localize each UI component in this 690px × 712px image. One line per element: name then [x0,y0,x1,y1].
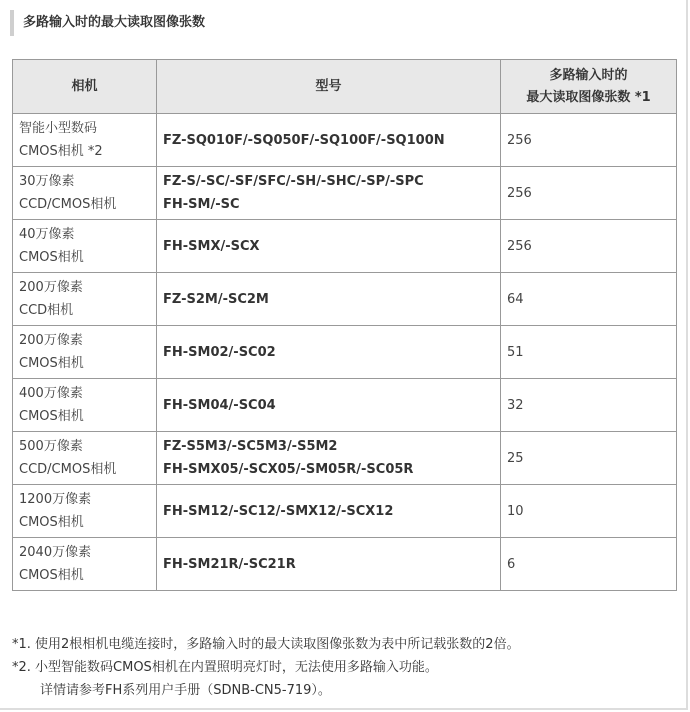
max-count-cell: 51 [501,326,677,379]
table-row [13,114,677,167]
max-count-cell: 256 [501,114,677,167]
camera-cell [13,379,157,432]
table-row [13,485,677,538]
model-line: FH-SM02/-SC02 [163,344,276,360]
camera-type: 400万像素 [19,386,83,401]
max-count-cell: 6 [501,538,677,591]
table-row [13,432,677,485]
camera-type: 2040万像素 [19,545,92,560]
model-cell [157,167,501,220]
max-count-cell: 32 [501,379,677,432]
header-model: 型号 [157,60,501,114]
footnote-2-detail: 详情请参考FH系列用户手册（SDNB-CN5-719）。 [40,683,331,698]
camera-sensor: CMOS相机 [19,250,84,265]
model-cell [157,114,501,167]
model-line: FZ-S/-SC/-SF/SFC/-SH/-SHC/-SP/-SPC [163,174,424,189]
camera-sensor: CMOS相机 [19,409,84,424]
header-camera: 相机 [13,60,157,114]
model-line: FH-SM12/-SC12/-SMX12/-SCX12 [163,503,394,519]
camera-cell [13,273,157,326]
camera-type: 200万像素 [19,333,83,348]
model-line: FH-SM21R/-SC21R [163,556,296,572]
footnotes [12,633,672,702]
camera-sensor: CMOS相机 [19,568,84,583]
model-line: FZ-S2M/-SC2M [163,291,269,307]
max-count-cell: 256 [501,167,677,220]
camera-cell [13,432,157,485]
spec-table [12,59,677,591]
camera-sensor: CCD/CMOS相机 [19,197,117,212]
camera-cell [13,538,157,591]
model-cell [157,432,501,485]
model-line: FH-SM/-SC [163,197,240,212]
camera-sensor: CCD/CMOS相机 [19,462,117,477]
camera-type: 1200万像素 [19,492,92,507]
model-line: FH-SM04/-SC04 [163,397,276,413]
camera-cell [13,485,157,538]
model-cell [157,538,501,591]
header-max-count-line2: 最大读取图像张数 *1 [526,89,651,105]
table-row [13,326,677,379]
model-cell [157,379,501,432]
model-line: FZ-S5M3/-SC5M3/-S5M2 [163,439,338,454]
camera-type: 智能小型数码 [19,121,98,136]
max-count-cell: 256 [501,220,677,273]
model-cell [157,220,501,273]
camera-type: 200万像素 [19,280,83,295]
camera-cell [13,326,157,379]
camera-cell [13,167,157,220]
max-count-cell: 25 [501,432,677,485]
table-row [13,538,677,591]
table-header-row [13,60,677,114]
camera-cell [13,220,157,273]
table-row [13,220,677,273]
camera-sensor: CMOS相机 *2 [19,144,103,159]
camera-cell [13,114,157,167]
model-cell [157,326,501,379]
model-cell [157,485,501,538]
header-max-count [501,60,677,114]
camera-type: 500万像素 [19,439,83,454]
model-line: FH-SMX/-SCX [163,238,260,254]
footnote-2: *2. 小型智能数码CMOS相机在内置照明亮灯时，无法使用多路输入功能。 [12,660,438,675]
camera-type: 30万像素 [19,174,75,189]
table-row [13,379,677,432]
max-count-cell: 64 [501,273,677,326]
header-max-count-line1: 多路输入时的 [549,67,628,83]
camera-type: 40万像素 [19,227,75,242]
section-title: 多路输入时的最大读取图像张数 [10,10,683,36]
footnote-1: *1. 使用2根相机电缆连接时，多路输入时的最大读取图像张数为表中所记载张数的2倍。 [12,637,520,652]
max-count-cell: 10 [501,485,677,538]
model-line: FZ-SQ010F/-SQ050F/-SQ100F/-SQ100N [163,132,445,148]
camera-sensor: CCD相机 [19,303,74,318]
table-row [13,167,677,220]
model-line: FH-SMX05/-SCX05/-SM05R/-SC05R [163,462,414,477]
table-row [13,273,677,326]
camera-sensor: CMOS相机 [19,515,84,530]
camera-sensor: CMOS相机 [19,356,84,371]
model-cell [157,273,501,326]
